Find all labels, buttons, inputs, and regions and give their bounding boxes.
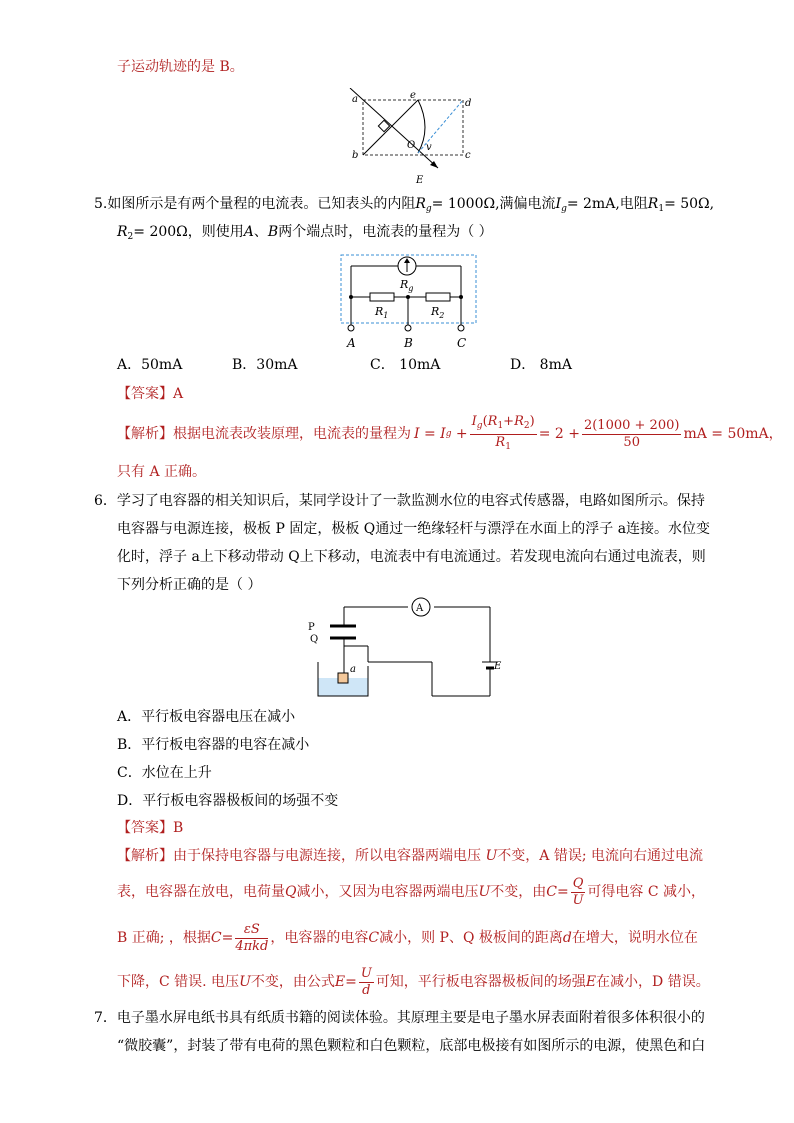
fig3-label-Q: Q [310, 634, 319, 645]
fig1-label-e: e [410, 90, 416, 101]
q5-analysis: 【解析】 根据电流表改装原理，电流表的量程为 I = I g + $\frac{I_g(R_1+R_2)}{R_1}$ = 2 + $\frac{2(1000 + 200)}{50}$ mA = 50mA ， [117, 414, 783, 454]
q6-analysis-line3: B 正确; ，根据 C = $\frac{\varepsilon S}{\text{4πkd}}$ ，电容器的电容 C 减小，则 P、Q 极板间的距离 d 在增大，说明水位在 [117, 921, 698, 954]
q6-fraction-u-over-d: $\frac{U}{d}$ [360, 965, 372, 998]
fig2-label-rg: $R_g$ [400, 278, 414, 293]
fig1-label-v: v [426, 142, 432, 153]
q6-analysis-line4: 下降，C 错误. 电压 U 不变，由公式 E = $\frac{U}{d}$ 可知，平行板电容器极板间的场强 E 在减小，D 错误。 [117, 965, 710, 998]
fig1-label-E: E [416, 175, 424, 186]
q6-stem-line4: 下列分析正确的是（ ） [117, 577, 262, 593]
fig1-label-a: a [352, 94, 358, 105]
q6-option-a: A．平行板电容器电压在减小 [117, 709, 296, 725]
fig2-label-B: B [404, 336, 413, 350]
fig3-ammeter-label: A [416, 603, 424, 614]
fig1-label-c: c [465, 150, 471, 161]
q6-fraction-q-over-u: $\frac{Q}{U}$ [572, 875, 584, 908]
q6-analysis-line1: 【解析】由于保持电容器与电源连接，所以电容器两端电压 U不变，A 错误; 电流向右通过电流 [117, 848, 703, 864]
fig2-label-r1: $R_1$ [375, 305, 389, 320]
q6-answer: 【答案】B [117, 820, 184, 836]
fig3-label-P: P [308, 622, 315, 633]
q5-stem-line1: 5.如图所示是有两个量程的电流表。已知表头的内阻$R_g= 1000\Omega$,满偏电流$I_g= 2mA$,电阻$R_1= 50\Omega$, [94, 196, 715, 214]
q6-option-d: D．平行板电容器极板间的场强不变 [117, 793, 339, 809]
fig2-label-r2: $R_2$ [431, 305, 445, 320]
fig3-label-E: E [494, 661, 502, 672]
q5-answer: 【答案】A [117, 386, 184, 402]
q7-stem-line1: 7．电子墨水屏电纸书具有纸质书籍的阅读体验。其原理主要是电子墨水屏表面附着很多体积很小的 [94, 1010, 705, 1026]
q4-tail: 子运动轨迹的是 B。 [117, 59, 244, 75]
fig2-label-A: A [347, 336, 356, 350]
q6-analysis-line2: 表，电容器在放电，电荷量 Q 减小，又因为电容器两端电压 U 不变，由 C = $\frac{Q}{U}$ 可得电容 C 减小， [117, 875, 706, 908]
q6-option-c: C．水位在上升 [117, 765, 212, 781]
q5-formula-fraction1: $\frac{I_g(R_1+R_2)}{R_1}$ [471, 413, 535, 452]
fig3-label-a: a [350, 664, 356, 675]
q5-option-b: B．30mA [232, 357, 298, 373]
q6-stem-line1: 6．学习了电容器的相关知识后，某同学设计了一款监测水位的电容式传感器，电路如图所示。保持 [94, 493, 705, 509]
q6-stem-line3: 化时，浮子 a上下移动带动 Q上下移动，电流表中有电流通过。若发现电流向右通过电流表，则 [117, 549, 706, 565]
fig1-label-d: d [465, 98, 472, 109]
fig2-ammeter-circuit [338, 252, 483, 352]
q6-fraction-capacitance: $\frac{\varepsilon S}{\text{4πkd}}$ [235, 921, 269, 954]
q5-option-d: D． 8mA [510, 357, 572, 373]
fig1-trajectory-diagram [340, 88, 480, 193]
fig3-capacitor-sensor [308, 596, 508, 700]
q5-conclusion: 只有 A 正确。 [117, 464, 207, 480]
fig1-label-b: b [352, 150, 359, 161]
q5-option-c: C． 10mA [370, 357, 441, 373]
fig2-label-C: C [457, 336, 467, 350]
q6-stem-line2: 电容器与电源连接，极板 P 固定，极板 Q通过一绝缘轻杆与漂浮在水面上的浮子 a连接。水位变 [117, 521, 711, 537]
q5-stem-line2: $R_2= 200\Omega$，则使用A、B两个端点时，电流表的量程为（ ） [117, 224, 493, 242]
q5-formula-fraction2: $\frac{2(1000 + 200)}{50}$ [583, 417, 680, 450]
q5-option-a: A．50mA [117, 357, 183, 373]
q7-stem-line2: “微胶囊”，封装了带有电荷的黑色颗粒和白色颗粒，底部电极接有如图所示的电源，使黑色和白 [117, 1038, 706, 1054]
q6-option-b: B．平行板电容器的电容在减小 [117, 737, 310, 753]
fig1-label-o: O [407, 140, 416, 151]
